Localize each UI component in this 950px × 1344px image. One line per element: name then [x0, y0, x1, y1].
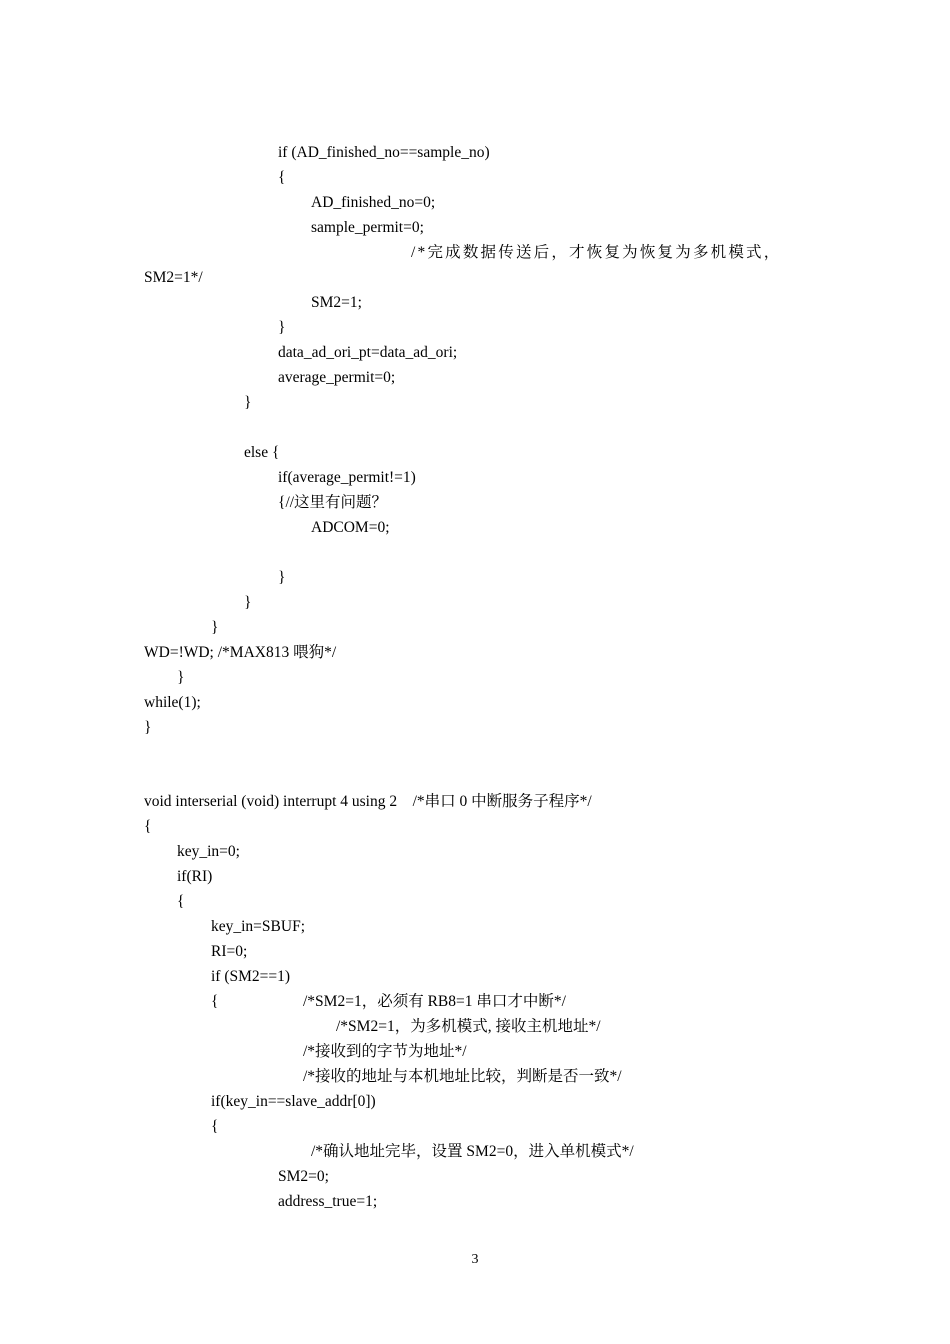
code-line: else {: [244, 444, 280, 461]
code-line: }: [278, 569, 286, 586]
code-comment: /*SM2=1，必须有 RB8=1 串口才中断*/: [303, 993, 566, 1010]
code-line: {: [211, 993, 219, 1010]
code-line: average_permit=0;: [278, 369, 396, 386]
code-line: while(1);: [144, 694, 201, 711]
code-comment: /*接收的地址与本机地址比较，判断是否一致*/: [303, 1068, 622, 1085]
code-line: if (SM2==1): [211, 968, 291, 985]
code-comment: /*SM2=1，为多机模式, 接收主机地址*/: [336, 1018, 601, 1035]
code-comment: /*确认地址完毕，设置 SM2=0，进入单机模式*/: [311, 1143, 634, 1160]
code-line: }: [278, 319, 286, 336]
code-line: key_in=SBUF;: [211, 918, 306, 935]
code-line: }: [144, 719, 152, 736]
code-comment: SM2=1*/: [144, 269, 203, 286]
code-line: data_ad_ori_pt=data_ad_ori;: [278, 344, 458, 361]
code-line: }: [244, 594, 252, 611]
code-comment: /*完成数据传送后，才恢复为恢复为多机模式，: [411, 244, 782, 261]
code-line: {: [144, 818, 152, 835]
code-line: AD_finished_no=0;: [311, 194, 436, 211]
code-line: }: [211, 619, 219, 636]
code-line: }: [177, 669, 185, 686]
code-line: key_in=0;: [177, 843, 240, 860]
code-line: }: [244, 394, 252, 411]
code-line: {: [177, 893, 185, 910]
code-line: if (AD_finished_no==sample_no): [278, 144, 490, 161]
code-line: if(average_permit!=1): [278, 469, 416, 486]
code-line: {: [211, 1118, 219, 1135]
code-comment: /*接收到的字节为地址*/: [303, 1043, 467, 1060]
code-line: sample_permit=0;: [311, 219, 424, 236]
code-line: SM2=1;: [311, 294, 362, 311]
code-line: WD=!WD; /*MAX813 喂狗*/: [144, 644, 337, 661]
code-line: ADCOM=0;: [311, 519, 390, 536]
page-number: 3: [471, 1252, 479, 1267]
code-line: address_true=1;: [278, 1193, 378, 1210]
code-line: if(RI): [177, 868, 213, 885]
code-line: if(key_in==slave_addr[0]): [211, 1093, 376, 1110]
code-line: {: [278, 169, 286, 186]
code-line: SM2=0;: [278, 1168, 329, 1185]
function-signature: void interserial (void) interrupt 4 using 2 /*串口 0 中断服务子程序*/: [144, 793, 592, 810]
code-line: RI=0;: [211, 943, 248, 960]
code-line: {//这里有问题？: [278, 494, 388, 511]
